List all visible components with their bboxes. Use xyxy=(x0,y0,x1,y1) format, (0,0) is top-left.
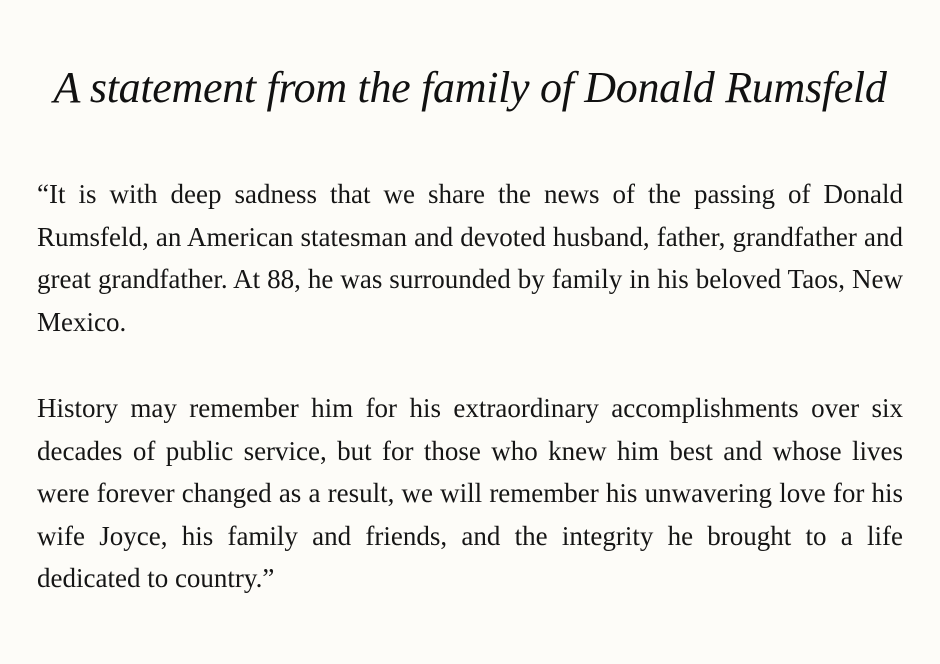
statement-title: A statement from the family of Donald Rumsfeld xyxy=(53,63,887,112)
statement-body xyxy=(37,173,903,600)
statement-paragraph-2: History may remember him for his extraordinary accomplishments over six decades of public service, but for those who knew him best and whose lives were forever changed as a result, we will remember his unwavering love for his wife Joyce, his family and friends, and the integrity he brought to a life dedicated to country.” xyxy=(37,393,903,593)
statement-paragraph-1: “It is with deep sadness that we share the news of the passing of Donald Rumsfeld, an American statesman and devoted husband, father, grandfather and great grandfather. At 88, he was surrounded by family in his beloved Taos, New Mexico. xyxy=(37,179,903,337)
